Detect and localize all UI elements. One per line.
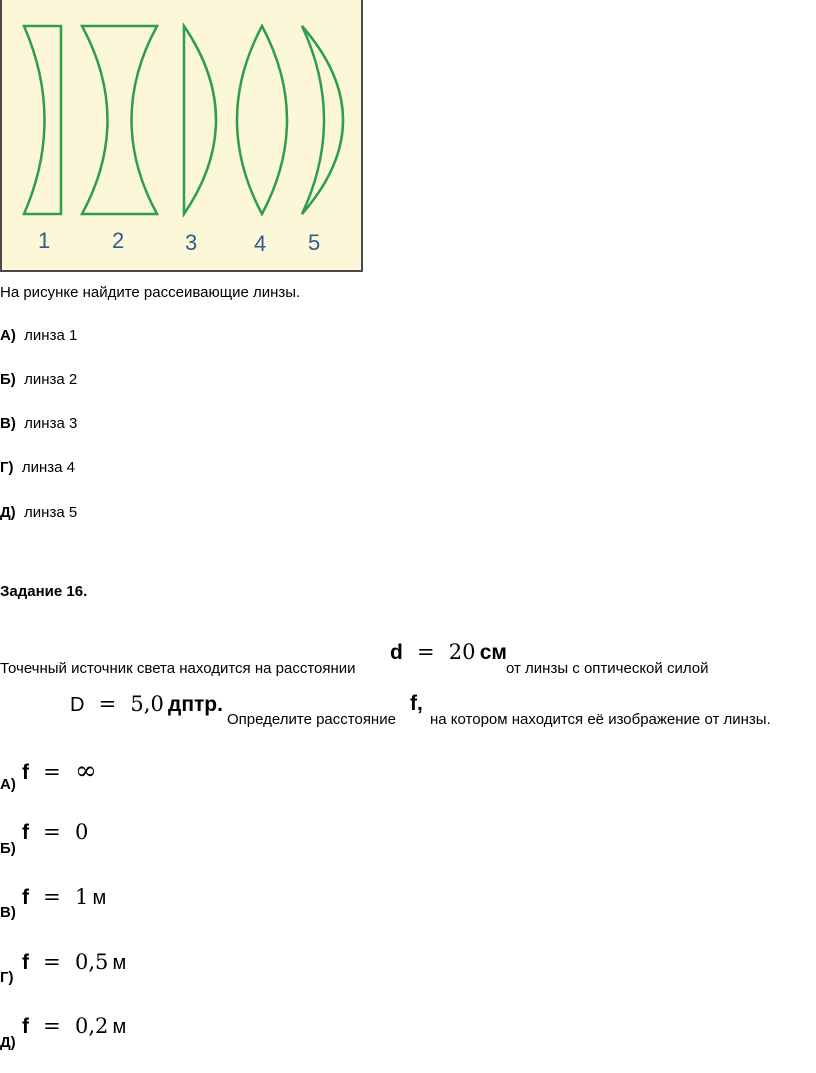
f-var: f — [22, 821, 29, 844]
lens-3 — [184, 26, 216, 214]
d-variable: d — [390, 641, 403, 664]
q16-option-b-formula — [22, 820, 88, 845]
lens-1 — [24, 26, 61, 214]
option-letter: Г) — [0, 459, 14, 476]
q16-option-c-letter[interactable]: В) — [0, 904, 16, 921]
q15-option-b[interactable] — [0, 371, 77, 388]
option-text: линза 1 — [24, 327, 78, 344]
q15-option-c[interactable] — [0, 415, 77, 432]
D-equals: = — [98, 692, 117, 716]
q16-option-d-letter[interactable]: Г) — [0, 969, 14, 986]
lens-2 — [82, 26, 157, 214]
value: 0 — [74, 820, 89, 844]
q15-option-a[interactable] — [0, 327, 77, 344]
q16-option-d-formula — [22, 950, 126, 975]
option-letter: Б) — [0, 371, 16, 388]
q16-option-b-letter[interactable]: Б) — [0, 840, 16, 857]
f-var: f — [22, 761, 29, 784]
q16-option-a-formula — [22, 756, 97, 786]
lens-5 — [302, 26, 343, 214]
value: ∞ — [74, 756, 97, 786]
equals: = — [43, 820, 61, 844]
equals: = — [43, 885, 61, 909]
option-text: линза 5 — [24, 504, 78, 521]
q16-d-formula — [390, 640, 507, 665]
f-variable: f, — [410, 692, 423, 715]
lens-number-4: 4 — [254, 231, 267, 256]
lens-number-2: 2 — [112, 228, 125, 253]
f-var: f — [22, 1015, 29, 1038]
D-variable: D — [70, 694, 85, 716]
option-letter: В) — [0, 415, 16, 432]
option-text: линза 3 — [24, 415, 78, 432]
d-value: 20 — [448, 640, 476, 664]
lens-number-5: 5 — [308, 230, 321, 255]
unit: м — [112, 952, 127, 974]
q16-text-part4: на котором находится её изображение от линзы. — [430, 711, 771, 728]
q16-heading: Задание 16. — [0, 583, 88, 600]
option-letter: А) — [0, 327, 16, 344]
q16-text-part2: от линзы с оптической силой — [506, 660, 709, 677]
f-var: f — [22, 886, 29, 909]
lens-number-3: 3 — [185, 230, 198, 255]
lens-number-1: 1 — [38, 228, 51, 253]
D-unit: дптр. — [167, 693, 223, 716]
equals: = — [43, 760, 61, 784]
option-text: линза 2 — [24, 371, 78, 388]
q16-option-a-letter[interactable]: А) — [0, 776, 16, 793]
f-var: f — [22, 951, 29, 974]
q15-question: На рисунке найдите рассеивающие линзы. — [0, 284, 301, 301]
q15-option-d[interactable] — [0, 459, 75, 476]
D-value: 5,0 — [130, 692, 164, 716]
unit: м — [92, 887, 107, 909]
value: 0,5 — [74, 950, 109, 974]
q16-text-part3: Определите расстояние — [227, 711, 396, 728]
q16-option-c-formula — [22, 885, 106, 910]
q15-option-e[interactable] — [0, 504, 77, 521]
equals: = — [43, 1014, 61, 1038]
value: 1 — [74, 885, 89, 909]
q16-option-e-letter[interactable]: Д) — [0, 1034, 16, 1051]
q16-option-e-formula — [22, 1014, 126, 1039]
lens-figure — [0, 0, 363, 272]
d-unit: см — [479, 641, 507, 664]
q16-text-part1: Точечный источник света находится на расстоянии — [0, 660, 356, 677]
q16-D-formula — [70, 692, 223, 717]
value: 0,2 — [74, 1014, 109, 1038]
option-text: линза 4 — [21, 459, 75, 476]
lens-4 — [237, 26, 287, 214]
d-equals: = — [417, 640, 435, 664]
unit: м — [112, 1016, 127, 1038]
option-letter: Д) — [0, 504, 16, 521]
equals: = — [43, 950, 61, 974]
